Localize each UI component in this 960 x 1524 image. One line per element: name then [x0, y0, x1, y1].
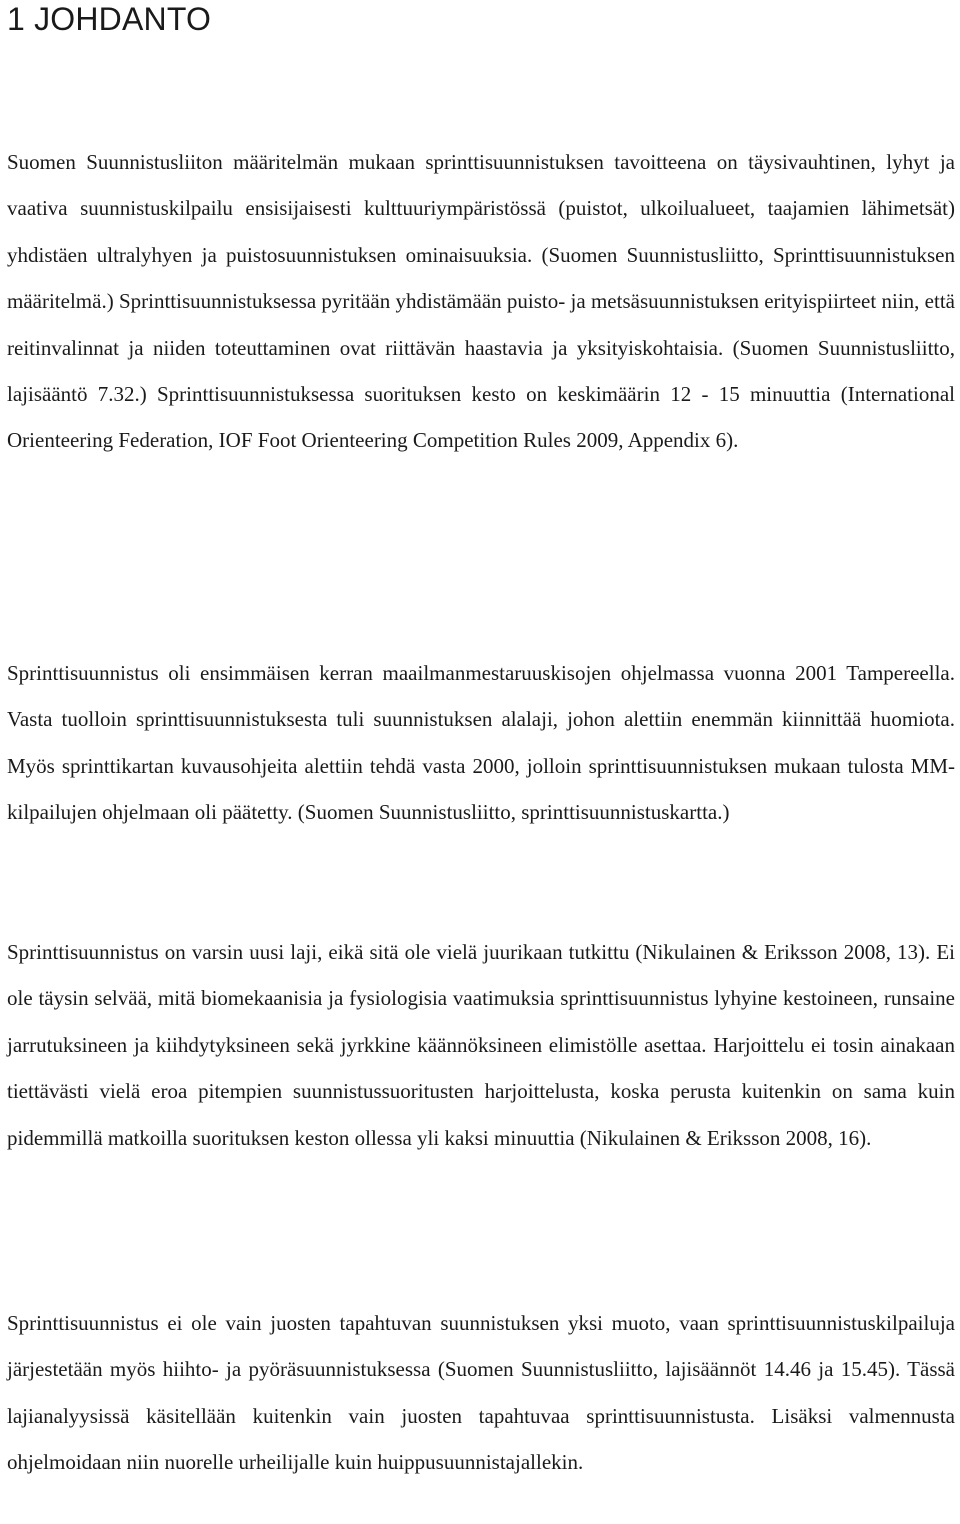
paragraph-scope: Sprinttisuunnistus ei ole vain juosten tapahtuvan suunnistuksen yksi muoto, vaan sprinttisuunnistuskilpailuja järjestetään myös hiihto- ja pyöräsuunnistuksessa (Suomen Suunnistusliitto, lajisäännöt 14.46 ja 15.45). Tässä lajianalyysissä käsitellään kuitenkin vain juosten tapahtuvaa sprinttisuunnistusta. Lisäksi valmennusta ohjelmoidaan niin nuorelle urheilijalle kuin huippusuunnistajallekin.: [7, 1311, 955, 1475]
document-page: [7, 0, 955, 1475]
section-heading: 1 JOHDANTO: [7, 1, 212, 37]
paragraph-history: Sprinttisuunnistus oli ensimmäisen kerran maailmanmestaruuskisojen ohjelmassa vuonna 2001 Tampereella. Vasta tuolloin sprinttisuunnistuksesta tuli suunnistuksen alalaji, johon alettiin enemmän kiinnittää huomiota. Myös sprinttikartan kuvausohjeita alettiin tehdä vasta 2000, jolloin sprinttisuunnistuksen mukaan tulosta MM-kilpailujen ohjelmaan oli päätetty. (Suomen Suunnistusliitto, sprinttisuunnistuskartta.): [7, 661, 955, 825]
paragraph-definition: Suomen Suunnistusliiton määritelmän mukaan sprinttisuunnistuksen tavoitteena on täysivauhtinen, lyhyt ja vaativa suunnistuskilpailu ensisijaisesti kulttuuriympäristössä (puistot, ulkoilualueet, taajamien lähimetsät) yhdistäen ultralyhyen ja puistosuunnistuksen ominaisuuksia. (Suomen Suunnistusliitto, Sprinttisuunnistuksen määritelmä.) Sprinttisuunnistuksessa pyritään yhdistämään puisto- ja metsäsuunnistuksen erityispiirteet niin, että reitinvalinnat ja niiden toteuttaminen ovat riittävän haastavia ja yksityiskohtaisia. (Suomen Suunnistusliitto, lajisääntö 7.32.) Sprinttisuunnistuksessa suorituksen kesto on keskimäärin 12 - 15 minuuttia (International Orienteering Federation, IOF Foot Orienteering Competition Rules 2009, Appendix 6).: [7, 150, 955, 453]
paragraph-research: Sprinttisuunnistus on varsin uusi laji, eikä sitä ole vielä juurikaan tutkittu (Nikulainen & Eriksson 2008, 13). Ei ole täysin selvää, mitä biomekaanisia ja fysiologisia vaatimuksia sprinttisuunnistus lyhyine kestoineen, runsaine jarrutuksineen ja kiihdytyksineen sekä jyrkkine käännöksineen elimistölle asettaa. Harjoittelu ei tosin ainakaan tiettävästi vielä eroa pitempien suunnistussuoritusten harjoittelusta, koska perusta kuitenkin on sama kuin pidemmillä matkoilla suorituksen keston ollessa yli kaksi minuuttia (Nikulainen & Eriksson 2008, 16).: [7, 940, 955, 1150]
